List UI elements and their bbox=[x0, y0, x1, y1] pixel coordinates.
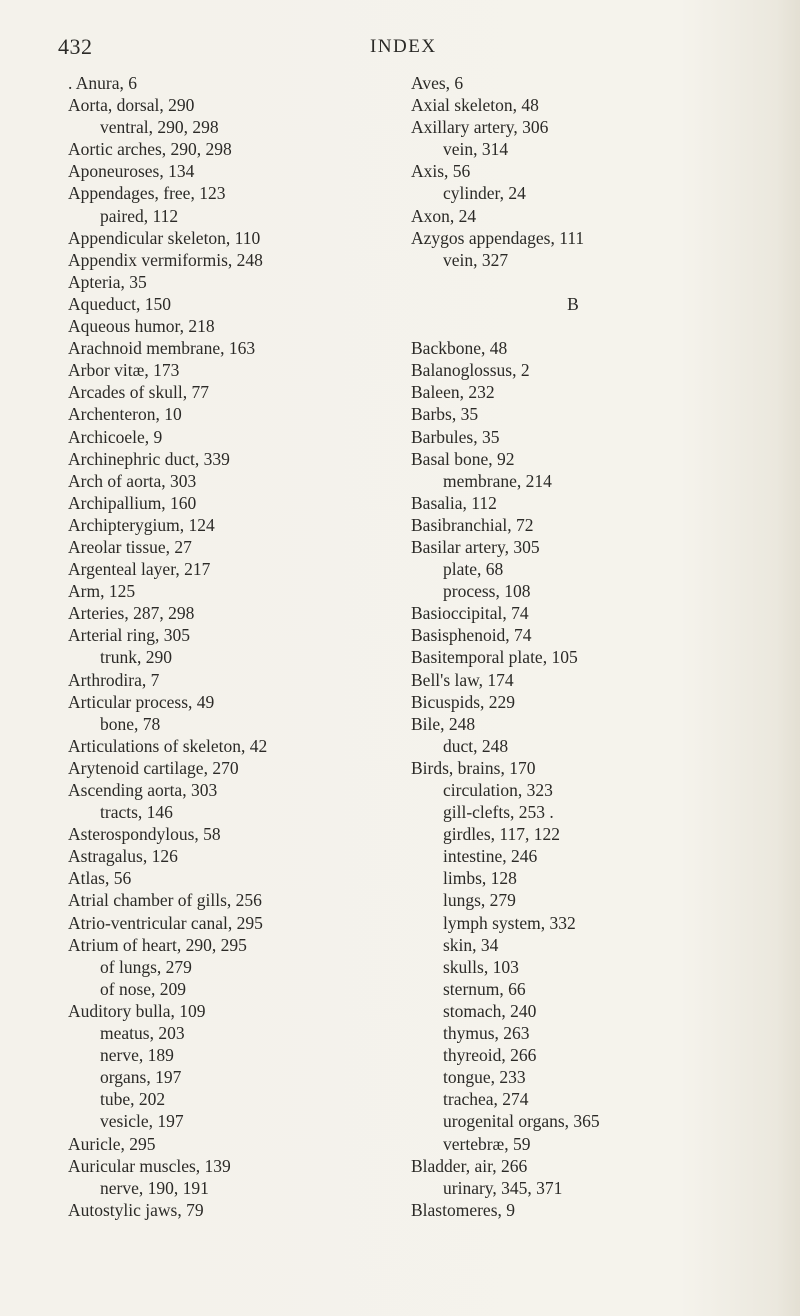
index-entry: Archinephric duct, 339 bbox=[68, 448, 230, 469]
index-entry: Barbs, 35 bbox=[411, 404, 479, 425]
index-subentry: ventral, 290, 298 bbox=[100, 117, 219, 138]
index-entry: Aqueduct, 150 bbox=[68, 293, 172, 314]
index-entry: Arterial ring, 305 bbox=[68, 625, 190, 646]
index-subentry: skin, 34 bbox=[443, 934, 499, 955]
index-entry: Aorta, dorsal, 290 bbox=[68, 95, 195, 116]
index-column-left bbox=[68, 72, 398, 1221]
index-entry: Bile, 248 bbox=[411, 713, 476, 734]
index-subentry: lymph system, 332 bbox=[443, 912, 576, 933]
index-entry: Basitemporal plate, 105 bbox=[411, 647, 578, 668]
index-subentry: urinary, 345, 371 bbox=[443, 1177, 563, 1198]
index-subentry: skulls, 103 bbox=[443, 956, 519, 977]
index-subentry: organs, 197 bbox=[100, 1067, 182, 1088]
index-entry: Auditory bulla, 109 bbox=[68, 1000, 206, 1021]
index-subentry: vesicle, 197 bbox=[100, 1111, 184, 1132]
index-subentry: tracts, 146 bbox=[100, 802, 173, 823]
index-entry: Axon, 24 bbox=[411, 205, 477, 226]
index-entry: Arch of aorta, 303 bbox=[68, 470, 197, 491]
index-subentry: trachea, 274 bbox=[443, 1089, 529, 1110]
index-subentry: plate, 68 bbox=[443, 559, 504, 580]
index-subentry: trunk, 290 bbox=[100, 647, 172, 668]
index-entry: Aponeuroses, 134 bbox=[68, 161, 195, 182]
running-head: INDEX bbox=[370, 36, 437, 57]
index-entry: Aqueous humor, 218 bbox=[68, 316, 215, 337]
index-entry: Basibranchial, 72 bbox=[411, 514, 534, 535]
index-subentry: thymus, 263 bbox=[443, 1023, 530, 1044]
index-entry: Bicuspids, 229 bbox=[411, 691, 516, 712]
index-entry: Arachnoid membrane, 163 bbox=[68, 338, 256, 359]
index-subentry: meatus, 203 bbox=[100, 1023, 185, 1044]
index-entry: Arthrodira, 7 bbox=[68, 669, 160, 690]
index-entry: Arytenoid cartilage, 270 bbox=[68, 757, 239, 778]
index-subentry: gill-clefts, 253 . bbox=[443, 802, 554, 823]
index-subentry: tube, 202 bbox=[100, 1089, 166, 1110]
index-column-right bbox=[411, 72, 771, 1221]
index-entry: Basalia, 112 bbox=[411, 492, 497, 513]
index-entry: Areolar tissue, 27 bbox=[68, 536, 192, 557]
index-subentry: girdles, 117, 122 bbox=[443, 824, 560, 845]
index-subentry: urogenital organs, 365 bbox=[443, 1111, 600, 1132]
spacer bbox=[411, 271, 771, 293]
index-entry: Auricle, 295 bbox=[68, 1133, 156, 1154]
index-subentry: stomach, 240 bbox=[443, 1000, 537, 1021]
index-entry: Axillary artery, 306 bbox=[411, 117, 549, 138]
index-entry: Aves, 6 bbox=[411, 73, 464, 93]
index-entry: Archipallium, 160 bbox=[68, 492, 197, 513]
index-entry: Articulations of skeleton, 42 bbox=[68, 735, 268, 756]
index-subentry: paired, 112 bbox=[100, 205, 179, 226]
index-entry: Basilar artery, 305 bbox=[411, 536, 540, 557]
index-entry: Bell's law, 174 bbox=[411, 669, 514, 690]
index-subentry: circulation, 323 bbox=[443, 780, 553, 800]
index-entry: Argenteal layer, 217 bbox=[68, 559, 211, 580]
index-entry: Apteria, 35 bbox=[68, 271, 147, 292]
index-entry: Axial skeleton, 48 bbox=[411, 95, 539, 116]
index-entry: Aortic arches, 290, 298 bbox=[68, 139, 232, 160]
index-entry: Astragalus, 126 bbox=[68, 846, 178, 867]
index-entry: Ascending aorta, 303 bbox=[68, 780, 218, 800]
index-entry: Basal bone, 92 bbox=[411, 448, 515, 469]
index-entry: Arteries, 287, 298 bbox=[68, 603, 195, 624]
index-entry: Backbone, 48 bbox=[411, 338, 508, 359]
index-subentry: thyreoid, 266 bbox=[443, 1045, 537, 1066]
index-subentry: tongue, 233 bbox=[443, 1067, 526, 1088]
index-subentry: limbs, 128 bbox=[443, 868, 517, 889]
index-entry: Arm, 125 bbox=[68, 581, 136, 602]
index-subentry: of nose, 209 bbox=[100, 978, 187, 999]
index-entry: . Anura, 6 bbox=[68, 73, 138, 93]
index-subentry: intestine, 246 bbox=[443, 846, 538, 867]
index-entry: Arcades of skull, 77 bbox=[68, 382, 209, 403]
index-entry: Appendages, free, 123 bbox=[68, 183, 226, 204]
index-subentry: vein, 314 bbox=[443, 139, 509, 160]
index-subentry: cylinder, 24 bbox=[443, 183, 526, 204]
index-entry: Balanoglossus, 2 bbox=[411, 360, 530, 381]
index-entry: Birds, brains, 170 bbox=[411, 757, 536, 778]
index-entry: Archicoele, 9 bbox=[68, 426, 163, 447]
index-subentry: sternum, 66 bbox=[443, 978, 526, 999]
index-entry: Articular process, 49 bbox=[68, 691, 215, 712]
index-subentry: bone, 78 bbox=[100, 713, 161, 734]
index-subentry: lungs, 279 bbox=[443, 890, 516, 911]
index-entry: Basioccipital, 74 bbox=[411, 603, 529, 624]
index-entry: Archenteron, 10 bbox=[68, 404, 182, 425]
index-subentry: nerve, 189 bbox=[100, 1045, 174, 1066]
index-entry: Autostylic jaws, 79 bbox=[68, 1199, 204, 1220]
index-entry: Axis, 56 bbox=[411, 161, 471, 182]
page-number: 432 bbox=[58, 34, 93, 59]
index-entry: Atrio-ventricular canal, 295 bbox=[68, 912, 263, 933]
index-subentry: membrane, 214 bbox=[443, 470, 552, 491]
index-entry: Barbules, 35 bbox=[411, 426, 500, 447]
index-entry: Auricular muscles, 139 bbox=[68, 1155, 231, 1176]
index-entry: Bladder, air, 266 bbox=[411, 1155, 528, 1176]
index-entry: Azygos appendages, 111 bbox=[411, 227, 585, 248]
index-entry: Asterospondylous, 58 bbox=[68, 824, 221, 845]
section-letter: B bbox=[567, 293, 579, 314]
index-entry: Baleen, 232 bbox=[411, 382, 495, 403]
index-entry: Archipterygium, 124 bbox=[68, 514, 215, 535]
index-entry: Arbor vitæ, 173 bbox=[68, 360, 180, 381]
index-entry: Blastomeres, 9 bbox=[411, 1199, 516, 1220]
index-entry: Atlas, 56 bbox=[68, 868, 132, 889]
index-entry: Basisphenoid, 74 bbox=[411, 625, 532, 646]
index-subentry: of lungs, 279 bbox=[100, 956, 192, 977]
index-subentry: nerve, 190, 191 bbox=[100, 1177, 209, 1198]
spacer bbox=[411, 315, 771, 337]
index-subentry: process, 108 bbox=[443, 581, 531, 602]
index-entry: Atrium of heart, 290, 295 bbox=[68, 934, 247, 955]
index-subentry: vein, 327 bbox=[443, 249, 509, 270]
index-subentry: vertebræ, 59 bbox=[443, 1133, 531, 1154]
index-entry: Atrial chamber of gills, 256 bbox=[68, 890, 262, 911]
index-entry: Appendix vermiformis, 248 bbox=[68, 249, 263, 270]
index-entry: Appendicular skeleton, 110 bbox=[68, 227, 261, 248]
index-subentry: duct, 248 bbox=[443, 735, 509, 756]
page-header bbox=[0, 34, 800, 58]
